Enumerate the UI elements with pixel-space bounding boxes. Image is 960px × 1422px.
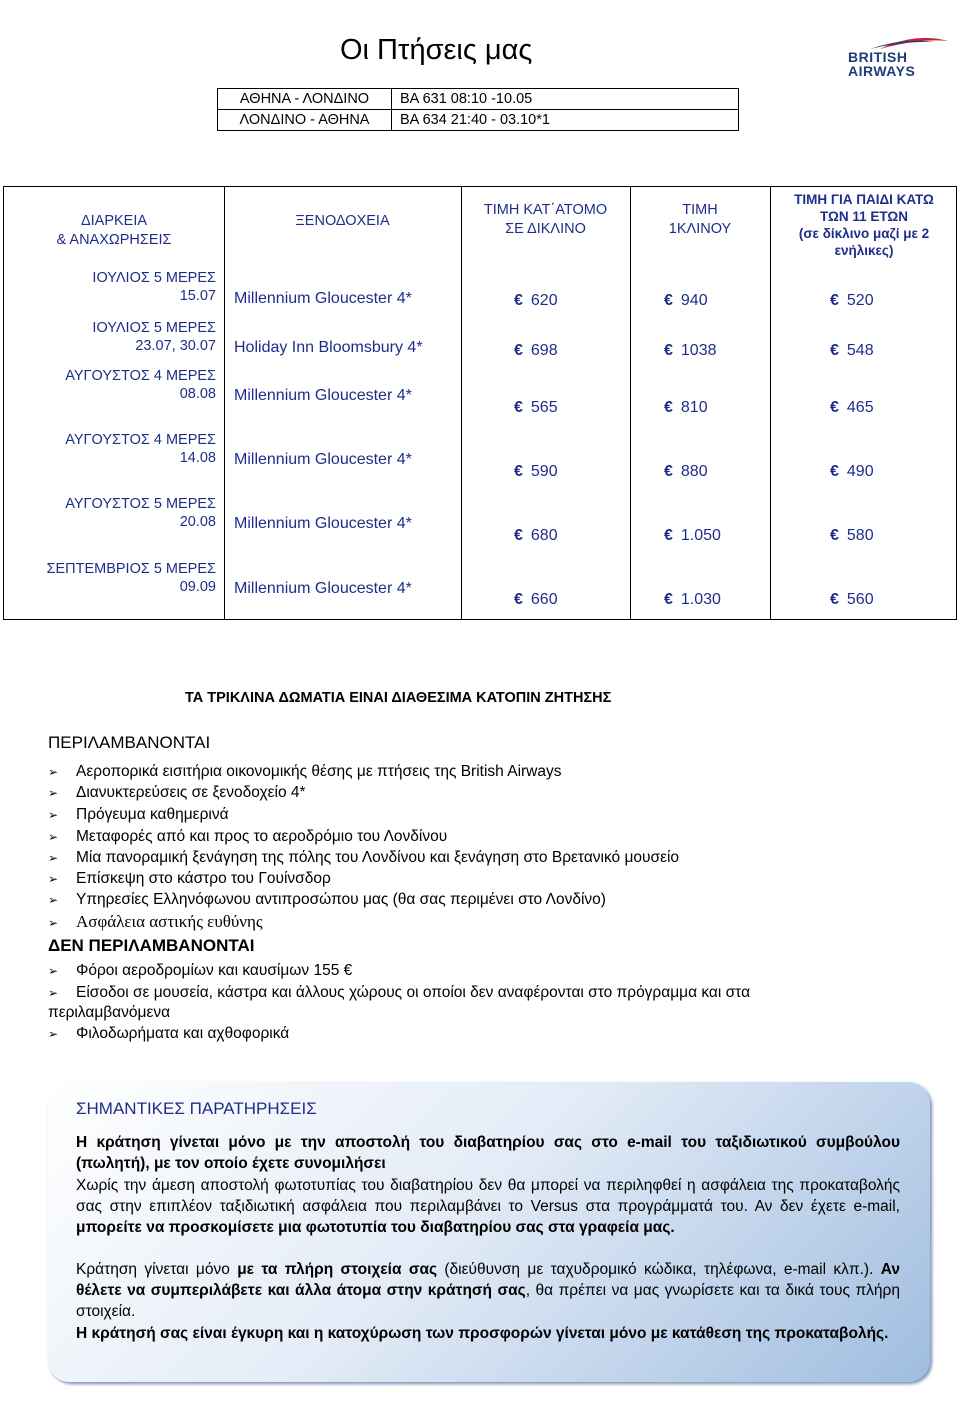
- not-included-title: ΔΕΝ ΠΕΡΙΛΑΜΒΑΝΟΝΤΑΙ: [48, 936, 255, 955]
- price-single: [664, 342, 717, 360]
- remarks-bold: Αν θέλετε να συμπεριλάβετε και άλλα άτομα στην κράτησή σας: [76, 1261, 900, 1299]
- item-text: Μεταφορές από και προς το αεροδρόμιο του Λονδίνου: [76, 828, 448, 845]
- price-child: [830, 342, 874, 360]
- column-divider: [224, 187, 225, 619]
- dates-text: 20.08: [179, 514, 216, 530]
- price-value: 680: [530, 527, 558, 544]
- header-text: ΔΙΑΡΚΕΙΑ: [80, 213, 148, 229]
- dates-text: 14.08: [179, 450, 216, 466]
- euro-icon: €: [830, 527, 839, 544]
- price-child: [830, 591, 874, 609]
- euro-icon: €: [514, 591, 523, 608]
- period-text: ΑΥΓΟΥΣΤΟΣ 5 ΜΕΡΕΣ: [65, 496, 216, 512]
- list-item: [48, 848, 679, 868]
- price-value: 490: [846, 463, 874, 480]
- price-value: 565: [530, 399, 558, 416]
- price-value: 880: [680, 463, 708, 480]
- euro-icon: €: [830, 292, 839, 309]
- price-child: [830, 399, 874, 417]
- price-double: [514, 292, 558, 310]
- remarks-bold: με τα πλήρη στοιχεία σας: [237, 1261, 438, 1278]
- price-single: [664, 399, 708, 417]
- euro-icon: €: [830, 342, 839, 359]
- page-title: Οι Πτήσεις μας: [340, 34, 533, 66]
- header-dates: [4, 212, 224, 250]
- item-text: Φιλοδωρήματα και αχθοφορικά: [76, 1025, 290, 1042]
- period-text: ΣΕΠΤΕΜΒΡΙΟΣ 5 ΜΕΡΕΣ: [46, 561, 216, 577]
- flight-route: ΑΘΗΝΑ - ΛΟΝΔΙΝΟ: [218, 89, 392, 110]
- euro-icon: €: [830, 399, 839, 416]
- flight-route: ΛΟΝΔΙΝΟ - ΑΘΗΝΑ: [218, 110, 392, 131]
- price-child: [830, 292, 874, 310]
- euro-icon: €: [830, 463, 839, 480]
- price-value: 698: [530, 342, 558, 359]
- dates-text: 23.07, 30.07: [135, 338, 216, 354]
- price-value: 520: [846, 292, 874, 309]
- flight-row: [218, 110, 739, 131]
- logo-line2: AIRWAYS: [848, 63, 916, 79]
- flight-row: [218, 89, 739, 110]
- price-value: 1.050: [680, 527, 721, 544]
- arrow-bullet-icon: ➢: [48, 1027, 59, 1041]
- list-item: [48, 869, 331, 889]
- header-text: 1ΚΛΙΝΟΥ: [668, 221, 732, 237]
- header-text: & ΑΝΑΧΩΡΗΣΕΙΣ: [56, 232, 172, 248]
- price-value: 1038: [680, 342, 717, 359]
- header-text: ΤΙΜΗ: [682, 202, 718, 218]
- euro-icon: €: [664, 292, 673, 309]
- header-text: (σε δίκλινο μαζί με 2: [798, 226, 930, 241]
- arrow-bullet-icon: ➢: [48, 830, 59, 844]
- row-hotel: Millennium Gloucester 4*: [234, 387, 412, 404]
- header-hotel: ΞΕΝΟΔΟΧΕΙΑ: [295, 213, 390, 229]
- price-value: 940: [680, 292, 708, 309]
- period-text: ΑΥΓΟΥΣΤΟΣ 4 ΜΕΡΕΣ: [65, 368, 216, 384]
- arrow-bullet-icon: ➢: [48, 893, 59, 907]
- remarks-text: Χωρίς την άμεση αποστολή φωτοτυπίας του διαβατηρίου δεν θα μπορεί να περιληφθεί η ασφάλεια της προκαταβολής σας στην επιπλέον ταξιδιωτική ασφάλεια που περιλαμβάνει το Versus στα προγράμματά του. Αν δεν έχετε e-mail,: [76, 1177, 900, 1215]
- header-text: ΣΕ ΔΙΚΛΙΝΟ: [505, 221, 586, 237]
- arrow-bullet-icon: ➢: [48, 765, 59, 779]
- row-period: [12, 269, 216, 305]
- euro-icon: €: [514, 527, 523, 544]
- item-text: Επίσκεψη στο κάστρο του Γουίνσδορ: [76, 870, 331, 887]
- dates-text: 08.08: [179, 386, 216, 402]
- flight-info: BA 631 08:10 -10.05: [392, 89, 739, 110]
- price-double: [514, 527, 558, 545]
- row-hotel: Holiday Inn Bloomsbury 4*: [234, 339, 423, 356]
- price-value: 548: [846, 342, 874, 359]
- header-text: ΤΙΜΗ ΚΑΤ΄ΑΤΟΜΟ: [483, 202, 608, 218]
- arrow-bullet-icon: ➢: [48, 851, 59, 865]
- euro-icon: €: [664, 591, 673, 608]
- logo-line1: BRITISH: [848, 49, 908, 65]
- item-text: Υπηρεσίες Ελληνόφωνου αντιπροσώπου μας (θα σας περιμένει στο Λονδίνο): [76, 891, 606, 908]
- item-text: Διανυκτερεύσεις σε ξενοδοχείο 4*: [76, 784, 306, 801]
- price-value: 1.030: [680, 591, 721, 608]
- header-text: ΤΩΝ 11 ΕΤΩΝ: [820, 209, 908, 224]
- item-text: Ασφάλεια αστικής ευθύνης: [76, 912, 263, 931]
- header-single: [630, 201, 770, 239]
- remarks-text: Κράτηση γίνεται μόνο: [76, 1261, 238, 1278]
- remarks-text: , θα πρέπει να μας γνωρίσετε και τα δικά τους πλήρη στοιχεία.: [76, 1282, 900, 1320]
- price-double: [514, 591, 558, 609]
- price-value: 810: [680, 399, 708, 416]
- euro-icon: €: [514, 463, 523, 480]
- remarks-title: ΣΗΜΑΝΤΙΚΕΣ ΠΑΡΑΤΗΡΗΣΕΙΣ: [76, 1099, 317, 1118]
- euro-icon: €: [514, 399, 523, 416]
- price-child: [830, 463, 874, 481]
- header-child: [770, 191, 958, 259]
- price-single: [664, 292, 708, 310]
- price-single: [664, 591, 721, 609]
- list-item: [48, 827, 447, 847]
- arrow-bullet-icon: ➢: [48, 964, 59, 978]
- price-single: [664, 527, 721, 545]
- euro-icon: €: [664, 463, 673, 480]
- speedmarque-icon: [840, 36, 950, 50]
- header-text: ΤΙΜΗ ΓΙΑ ΠΑΙΔΙ ΚΑΤΩ: [794, 192, 934, 207]
- list-item: [48, 961, 352, 981]
- price-value: 620: [530, 292, 558, 309]
- row-period: [12, 560, 216, 596]
- price-value: 465: [846, 399, 874, 416]
- important-remarks-box: [48, 1082, 930, 1382]
- period-text: ΑΥΓΟΥΣΤΟΣ 4 ΜΕΡΕΣ: [65, 432, 216, 448]
- price-double: [514, 342, 558, 360]
- dates-text: 15.07: [179, 288, 216, 304]
- remarks-p2: [76, 1175, 900, 1238]
- flight-info: BA 634 21:40 - 03.10*1: [392, 110, 739, 131]
- remarks-p1: Η κράτηση γίνεται μόνο με την αποστολή του διαβατηρίου σας στο e-mail του ταξιδιωτικού συμβούλου (πωλητή), με τον οποίο έχετε συνομιλήσει: [76, 1134, 900, 1172]
- british-airways-logo: [840, 36, 950, 86]
- list-item: [48, 1024, 289, 1044]
- included-title: ΠΕΡΙΛΑΜΒΑΝΟΝΤΑΙ: [48, 733, 211, 752]
- arrow-bullet-icon: ➢: [48, 786, 59, 800]
- period-text: ΙΟΥΛΙΟΣ 5 ΜΕΡΕΣ: [92, 270, 216, 286]
- euro-icon: €: [664, 342, 673, 359]
- row-hotel: Millennium Gloucester 4*: [234, 451, 412, 468]
- item-text: Είσοδοι σε μουσεία, κάστρα και άλλους χώρους οι οποίοι δεν αναφέρονται στο πρόγραμμα και στα: [76, 984, 751, 1001]
- list-item: [48, 912, 263, 933]
- column-divider: [630, 187, 631, 619]
- item-text: Μία πανοραμική ξενάγηση της πόλης του Λονδίνου και ξενάγηση στο Βρετανικό μουσείο: [76, 849, 680, 866]
- list-item: [48, 762, 562, 782]
- price-value: 660: [530, 591, 558, 608]
- euro-icon: €: [514, 292, 523, 309]
- item-text: Πρόγευμα καθημερινά: [76, 806, 229, 823]
- list-item: [48, 983, 750, 1003]
- row-hotel: Millennium Gloucester 4*: [234, 290, 412, 307]
- column-divider: [461, 187, 462, 619]
- item-text: Αεροπορικά εισιτήρια οικονομικής θέσης με πτήσεις της British Airways: [76, 763, 562, 780]
- list-item-continuation: περιλαμβανόμενα: [48, 1004, 171, 1021]
- dates-text: 09.09: [179, 579, 216, 595]
- euro-icon: €: [514, 342, 523, 359]
- price-single: [664, 463, 708, 481]
- arrow-bullet-icon: ➢: [48, 872, 59, 886]
- arrow-bullet-icon: ➢: [48, 986, 59, 1000]
- euro-icon: €: [830, 591, 839, 608]
- remarks-text: (διεύθυνση με ταχυδρομικό κώδικα, τηλέφωνα, e-mail κλπ.).: [437, 1261, 881, 1278]
- row-period: [12, 319, 216, 355]
- header-double: [461, 201, 630, 239]
- arrow-bullet-icon: ➢: [48, 808, 59, 822]
- list-item: [48, 890, 606, 910]
- price-value: 560: [846, 591, 874, 608]
- prices-table: [3, 186, 957, 620]
- period-text: ΙΟΥΛΙΟΣ 5 ΜΕΡΕΣ: [92, 320, 216, 336]
- row-period: [12, 495, 216, 531]
- arrow-bullet-icon: ➢: [48, 916, 59, 930]
- price-child: [830, 527, 874, 545]
- list-item: [48, 805, 229, 825]
- flights-table: [217, 88, 739, 131]
- list-item: [48, 783, 306, 803]
- remarks-p4: Η κράτησή σας είναι έγκυρη και η κατοχύρωση των προσφορών γίνεται μόνο με κατάθεση της προκαταβολής.: [76, 1325, 889, 1342]
- triple-rooms-note: ΤΑ ΤΡΙΚΛΙΝΑ ΔΩΜΑΤΙΑ ΕΙΝΑΙ ΔΙΑΘΕΣΙΜΑ ΚΑΤΟΠΙΝ ΖΗΤΗΣΗΣ: [185, 690, 612, 706]
- price-value: 590: [530, 463, 558, 480]
- remarks-p3: [76, 1259, 900, 1322]
- item-text: Φόροι αεροδρομίων και καυσίμων 155 €: [76, 962, 353, 979]
- euro-icon: €: [664, 399, 673, 416]
- price-double: [514, 399, 558, 417]
- header-text: ενήλικες): [834, 243, 894, 258]
- euro-icon: €: [664, 527, 673, 544]
- row-period: [12, 431, 216, 467]
- row-hotel: Millennium Gloucester 4*: [234, 515, 412, 532]
- price-double: [514, 463, 558, 481]
- price-value: 580: [846, 527, 874, 544]
- remarks-bold: μπορείτε να προσκομίσετε μια φωτοτυπία του διαβατηρίου σας στα γραφεία μας.: [76, 1219, 675, 1236]
- row-period: [12, 367, 216, 403]
- row-hotel: Millennium Gloucester 4*: [234, 580, 412, 597]
